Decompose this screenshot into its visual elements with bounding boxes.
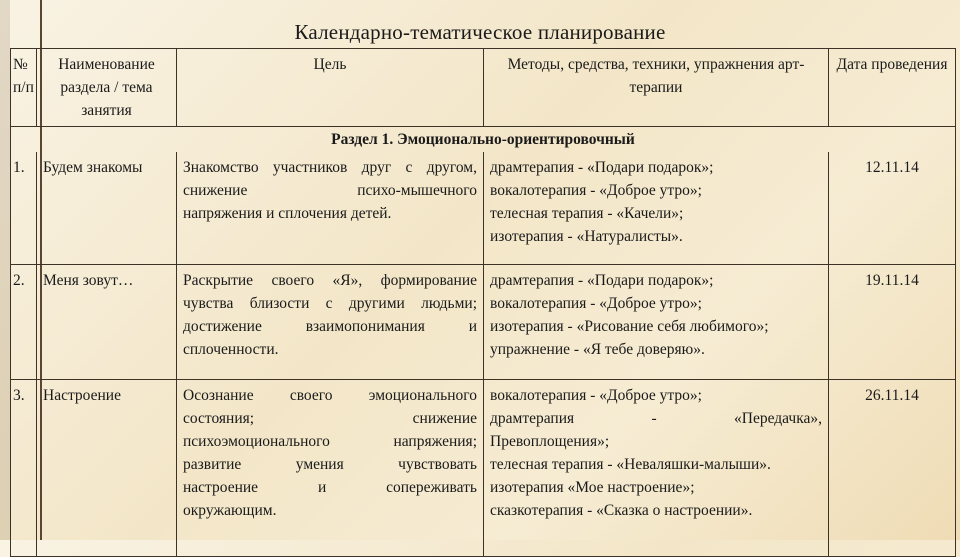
header-row xyxy=(11,49,956,127)
goal-line: напряжения и сплочения детей. xyxy=(183,205,392,222)
row-methods xyxy=(484,380,829,557)
goal-line: достижение взаимопонимания и xyxy=(183,318,477,335)
header-date: Дата проведения xyxy=(829,49,956,127)
row-num: 2. xyxy=(11,265,37,380)
goal-line: настроение и сопереживать xyxy=(183,479,477,496)
header-goal: Цель xyxy=(177,49,484,127)
row-goal xyxy=(177,265,484,380)
goal-line: Осознание своего эмоционального xyxy=(183,387,477,404)
header-name: Наименование раздела / тема занятия xyxy=(37,49,177,127)
decorative-left-band xyxy=(0,0,10,540)
goal-line: сплоченности. xyxy=(183,341,279,358)
row-topic: Меня зовут… xyxy=(37,265,177,380)
header-methods: Методы, средства, техники, упражнения арт-терапии xyxy=(484,49,829,127)
method-line: телесная терапия - «Качели»; xyxy=(490,205,684,222)
row-goal xyxy=(177,380,484,557)
method-line: упражнение - «Я тебе доверяю». xyxy=(490,341,705,358)
section-row xyxy=(11,127,956,153)
table-row xyxy=(11,380,956,557)
method-line: сказкотерапия - «Сказка о настроении». xyxy=(490,502,753,519)
method-line: вокалотерапия - «Доброе утро»; xyxy=(490,387,702,404)
method-line: вокалотерапия - «Доброе утро»; xyxy=(490,182,702,199)
method-line: Превоплощения»; xyxy=(490,433,610,450)
row-date: 12.11.14 xyxy=(829,152,956,265)
page-title: Календарно-тематическое планирование xyxy=(294,20,666,44)
row-topic: Будем знакомы xyxy=(37,152,177,265)
goal-line: чувства близости с другими людьми; xyxy=(183,295,477,312)
table-row xyxy=(11,265,956,380)
row-date: 26.11.14 xyxy=(829,380,956,557)
method-line: драмтерапия - «Передачка», xyxy=(490,410,822,427)
goal-line: Знакомство участников друг с другом, xyxy=(183,159,477,176)
method-line: изотерапия «Мое настроение»; xyxy=(490,479,695,496)
goal-line: развитие умения чувствовать xyxy=(183,456,477,473)
row-methods xyxy=(484,265,829,380)
goal-line: Раскрытие своего «Я», формирование xyxy=(183,272,477,289)
goal-line: психоэмоционального напряжения; xyxy=(183,433,477,450)
method-line: телесная терапия - «Неваляшки-малыши». xyxy=(490,456,771,473)
row-date: 19.11.14 xyxy=(829,265,956,380)
goal-line: окружающим. xyxy=(183,502,277,519)
method-line: изотерапия - «Натуралисты». xyxy=(490,228,683,245)
section-title: Раздел 1. Эмоционально-ориентировочный xyxy=(11,127,956,153)
row-num: 3. xyxy=(11,380,37,557)
table-row xyxy=(11,152,956,265)
method-line: изотерапия - «Рисование себя любимого»; xyxy=(490,318,769,335)
row-num: 1. xyxy=(11,152,37,265)
goal-line: снижение психо-мышечного xyxy=(183,182,477,199)
method-line: драмтерапия - «Подари подарок»; xyxy=(490,159,714,176)
row-topic: Настроение xyxy=(37,380,177,557)
method-line: драмтерапия - «Подари подарок»; xyxy=(490,272,714,289)
method-line: вокалотерапия - «Доброе утро»; xyxy=(490,295,702,312)
row-goal xyxy=(177,152,484,265)
header-num: № п/п xyxy=(11,49,37,127)
planning-table xyxy=(10,48,956,557)
row-methods xyxy=(484,152,829,265)
goal-line: состояния; снижение xyxy=(183,410,477,427)
